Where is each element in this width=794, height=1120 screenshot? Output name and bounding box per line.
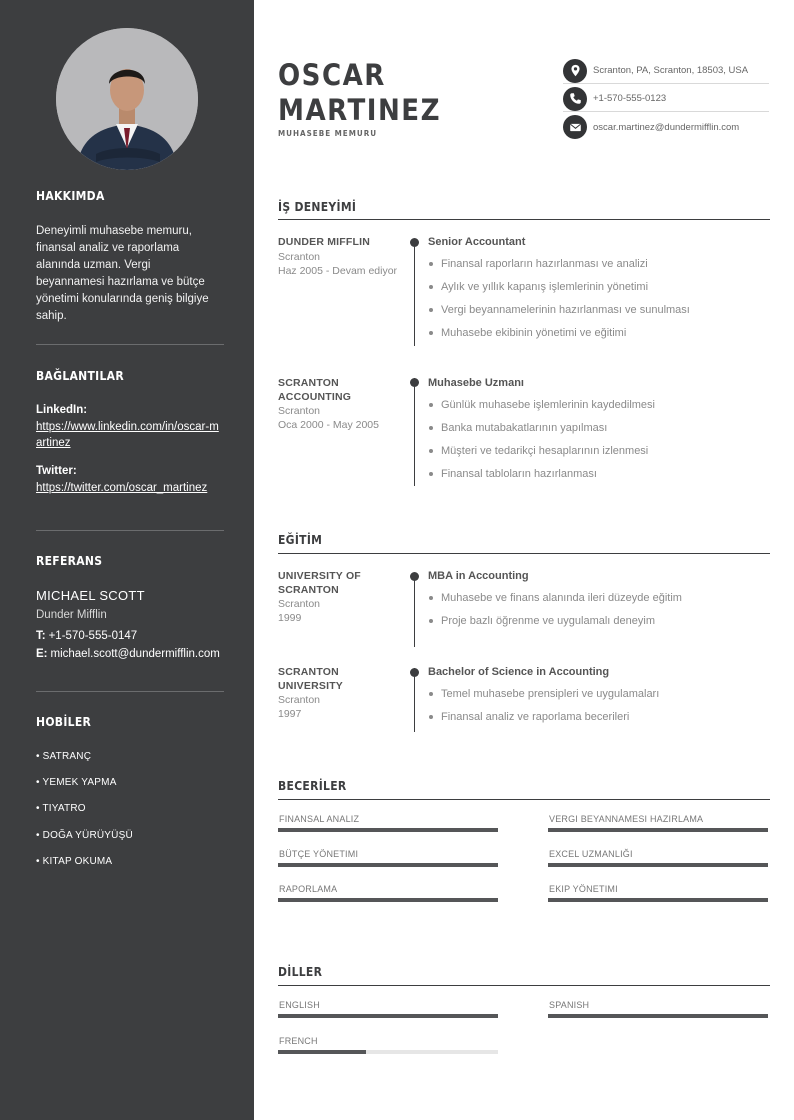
reference-email-label: E: xyxy=(36,648,48,660)
last-name: MARTINEZ xyxy=(278,93,442,127)
education-detail-item: Proje bazlı öğrenme ve uygulamalı deneyim xyxy=(428,614,770,628)
education-entry-meta xyxy=(278,570,398,625)
education-heading: EĞİTİM xyxy=(278,533,323,547)
education-detail-item: Finansal analiz ve raporlama becerileri xyxy=(428,710,770,724)
section-rule xyxy=(278,799,770,800)
education-detail-list xyxy=(428,591,770,628)
skills-heading: BECERİLER xyxy=(278,779,347,793)
skill-bar-fill xyxy=(548,898,768,902)
education-entry-details xyxy=(428,666,770,733)
linkedin-block xyxy=(36,402,222,451)
duty-item: Finansal raporların hazırlanması ve analizi xyxy=(428,257,770,271)
reference-email xyxy=(36,647,222,662)
sidebar-divider xyxy=(36,691,224,692)
skill-name: BÜTÇE YÖNETIMI xyxy=(279,849,359,859)
timeline-line xyxy=(414,575,415,647)
skill-name: RAPORLAMA xyxy=(279,884,338,894)
linkedin-label: LinkedIn: xyxy=(36,404,88,416)
language-item xyxy=(278,1000,498,1018)
email-text[interactable]: oscar.martinez@dundermifflin.com xyxy=(593,121,740,133)
skill-bar xyxy=(278,828,498,832)
experience-entry-details xyxy=(428,236,770,349)
contact-email xyxy=(563,114,769,140)
sidebar-divider xyxy=(36,344,224,345)
person-name xyxy=(278,58,441,128)
about-heading: HAKKIMDA xyxy=(36,189,105,203)
section-rule xyxy=(278,985,770,986)
employment-dates: Oca 2000 - May 2005 xyxy=(278,419,379,431)
skill-bar-fill xyxy=(548,863,768,867)
duty-item: Muhasebe ekibinin yönetimi ve eğitimi xyxy=(428,326,770,340)
experience-entry-details xyxy=(428,377,770,490)
language-bar-fill xyxy=(278,1014,498,1018)
timeline-dot xyxy=(410,378,419,387)
sidebar-divider xyxy=(36,530,224,531)
language-bar xyxy=(278,1014,498,1018)
language-item xyxy=(278,1036,498,1054)
education-detail-list xyxy=(428,687,770,724)
duty-item: Günlük muhasebe işlemlerinin kaydedilmesi xyxy=(428,398,770,412)
language-name: ENGLISH xyxy=(279,1000,320,1010)
language-item xyxy=(548,1000,768,1018)
employer-name: SCRANTON ACCOUNTING xyxy=(278,377,352,403)
job-role: Senior Accountant xyxy=(428,236,526,248)
section-rule xyxy=(278,219,770,220)
skill-bar-fill xyxy=(278,828,498,832)
reference-phone-label: T: xyxy=(36,630,46,642)
language-bar xyxy=(278,1050,498,1054)
skill-bar-fill xyxy=(548,828,768,832)
employer-location: Scranton xyxy=(278,405,321,417)
skill-item xyxy=(548,849,768,867)
language-name: SPANISH xyxy=(549,1000,590,1010)
skill-bar xyxy=(278,898,498,902)
skill-name: EKIP YÖNETIMI xyxy=(549,884,618,894)
skill-name: VERGI BEYANNAMESI HAZIRLAMA xyxy=(549,814,704,824)
graduation-year: 1999 xyxy=(278,612,302,624)
skill-item xyxy=(548,884,768,902)
first-name: OSCAR xyxy=(278,58,386,92)
section-rule xyxy=(278,553,770,554)
timeline-line xyxy=(414,378,415,486)
experience-entry-meta xyxy=(278,236,398,278)
skill-bar-fill xyxy=(278,863,498,867)
hobby-item: • KITAP OKUMA xyxy=(36,856,113,867)
duty-item: Finansal tabloların hazırlanması xyxy=(428,467,770,481)
employer-name: DUNDER MIFFLIN xyxy=(278,236,371,248)
hobby-item: • DOĞA YÜRÜYÜŞÜ xyxy=(36,830,133,841)
skill-name: FINANSAL ANALIZ xyxy=(279,814,360,824)
skill-item xyxy=(548,814,768,832)
education-detail-item: Muhasebe ve finans alanında ileri düzeyde eğitim xyxy=(428,591,770,605)
reference-phone xyxy=(36,629,222,644)
duty-item: Banka mutabakatlarının yapılması xyxy=(428,421,770,435)
degree: Bachelor of Science in Accounting xyxy=(428,666,610,678)
reference-company: Dunder Mifflin xyxy=(36,609,107,621)
phone-text[interactable]: +1-570-555-0123 xyxy=(593,93,667,104)
contact-address xyxy=(563,58,769,84)
school-name: SCRANTON UNIVERSITY xyxy=(278,666,344,692)
timeline-line xyxy=(414,242,415,346)
duty-item: Müşteri ve tedarikçi hesaplarının izlenmesi xyxy=(428,444,770,458)
timeline-dot xyxy=(410,572,419,581)
degree: MBA in Accounting xyxy=(428,570,529,582)
employer-location: Scranton xyxy=(278,250,321,263)
profile-photo-image xyxy=(56,28,198,170)
reference-heading: REFERANS xyxy=(36,554,103,568)
experience-heading: İŞ DENEYİMİ xyxy=(278,200,357,214)
school-location: Scranton xyxy=(278,694,321,706)
school-name: UNIVERSITY OF SCRANTON xyxy=(278,570,361,596)
timeline-dot xyxy=(410,668,419,677)
language-bar xyxy=(548,1014,768,1018)
reference-phone-value[interactable]: +1-570-555-0147 xyxy=(48,630,138,642)
profile-photo xyxy=(56,28,198,170)
languages-heading: DİLLER xyxy=(278,965,323,979)
skill-bar xyxy=(548,898,768,902)
sidebar xyxy=(0,0,254,1120)
skill-item xyxy=(278,814,498,832)
twitter-link[interactable]: https://twitter.com/oscar_martinez xyxy=(36,482,208,494)
graduation-year: 1997 xyxy=(278,708,302,720)
skill-bar-fill xyxy=(278,898,498,902)
reference-name: MICHAEL SCOTT xyxy=(36,588,145,603)
timeline-line xyxy=(414,668,415,732)
hobby-item: • YEMEK YAPMA xyxy=(36,777,117,788)
duty-list xyxy=(428,398,770,481)
about-text: Deneyimli muhasebe memuru, finansal analiz ve raporlama alanında uzman. Vergi beyannamesi hazırlama ve bütçe yönetimi konularında geniş bilgiye sahip. xyxy=(36,225,209,322)
skill-name: EXCEL UZMANLIĞI xyxy=(549,849,633,859)
education-entry-meta xyxy=(278,666,398,721)
hobby-item: • SATRANÇ xyxy=(36,751,92,762)
twitter-block xyxy=(36,463,222,496)
language-bar-fill xyxy=(278,1050,366,1054)
education-entry-details xyxy=(428,570,770,637)
location-pin-icon xyxy=(563,59,587,83)
skill-bar xyxy=(278,863,498,867)
reference-block xyxy=(36,587,222,662)
job-role: Muhasebe Uzmanı xyxy=(428,377,524,389)
education-detail-item: Temel muhasebe prensipleri ve uygulamaları xyxy=(428,687,770,701)
hobby-item: • TIYATRO xyxy=(36,803,86,814)
skill-bar xyxy=(548,863,768,867)
timeline-dot xyxy=(410,238,419,247)
job-title: MUHASEBE MEMURU xyxy=(278,129,378,138)
language-bar-fill xyxy=(548,1014,768,1018)
duty-item: Vergi beyannamelerinin hazırlanması ve sunulması xyxy=(428,303,770,317)
reference-email-value[interactable]: michael.scott@dundermifflin.com xyxy=(50,648,220,660)
mail-icon xyxy=(563,115,587,139)
experience-entry-meta xyxy=(278,377,398,432)
linkedin-link[interactable]: https://www.linkedin.com/in/oscar-martinez xyxy=(36,421,219,449)
contact-phone xyxy=(563,86,769,112)
employment-dates: Haz 2005 - Devam ediyor xyxy=(278,264,398,277)
twitter-label: Twitter: xyxy=(36,465,77,477)
address-text: Scranton, PA, Scranton, 18503, USA xyxy=(593,65,749,76)
duty-list xyxy=(428,257,770,340)
duty-item: Aylık ve yıllık kapanış işlemlerinin yönetimi xyxy=(428,280,770,294)
school-location: Scranton xyxy=(278,598,321,610)
skill-item xyxy=(278,884,498,902)
skill-bar xyxy=(548,828,768,832)
links-heading: BAĞLANTILAR xyxy=(36,369,124,383)
language-name: FRENCH xyxy=(279,1036,318,1046)
skill-item xyxy=(278,849,498,867)
hobbies-heading: HOBİLER xyxy=(36,715,92,729)
phone-icon xyxy=(563,87,587,111)
